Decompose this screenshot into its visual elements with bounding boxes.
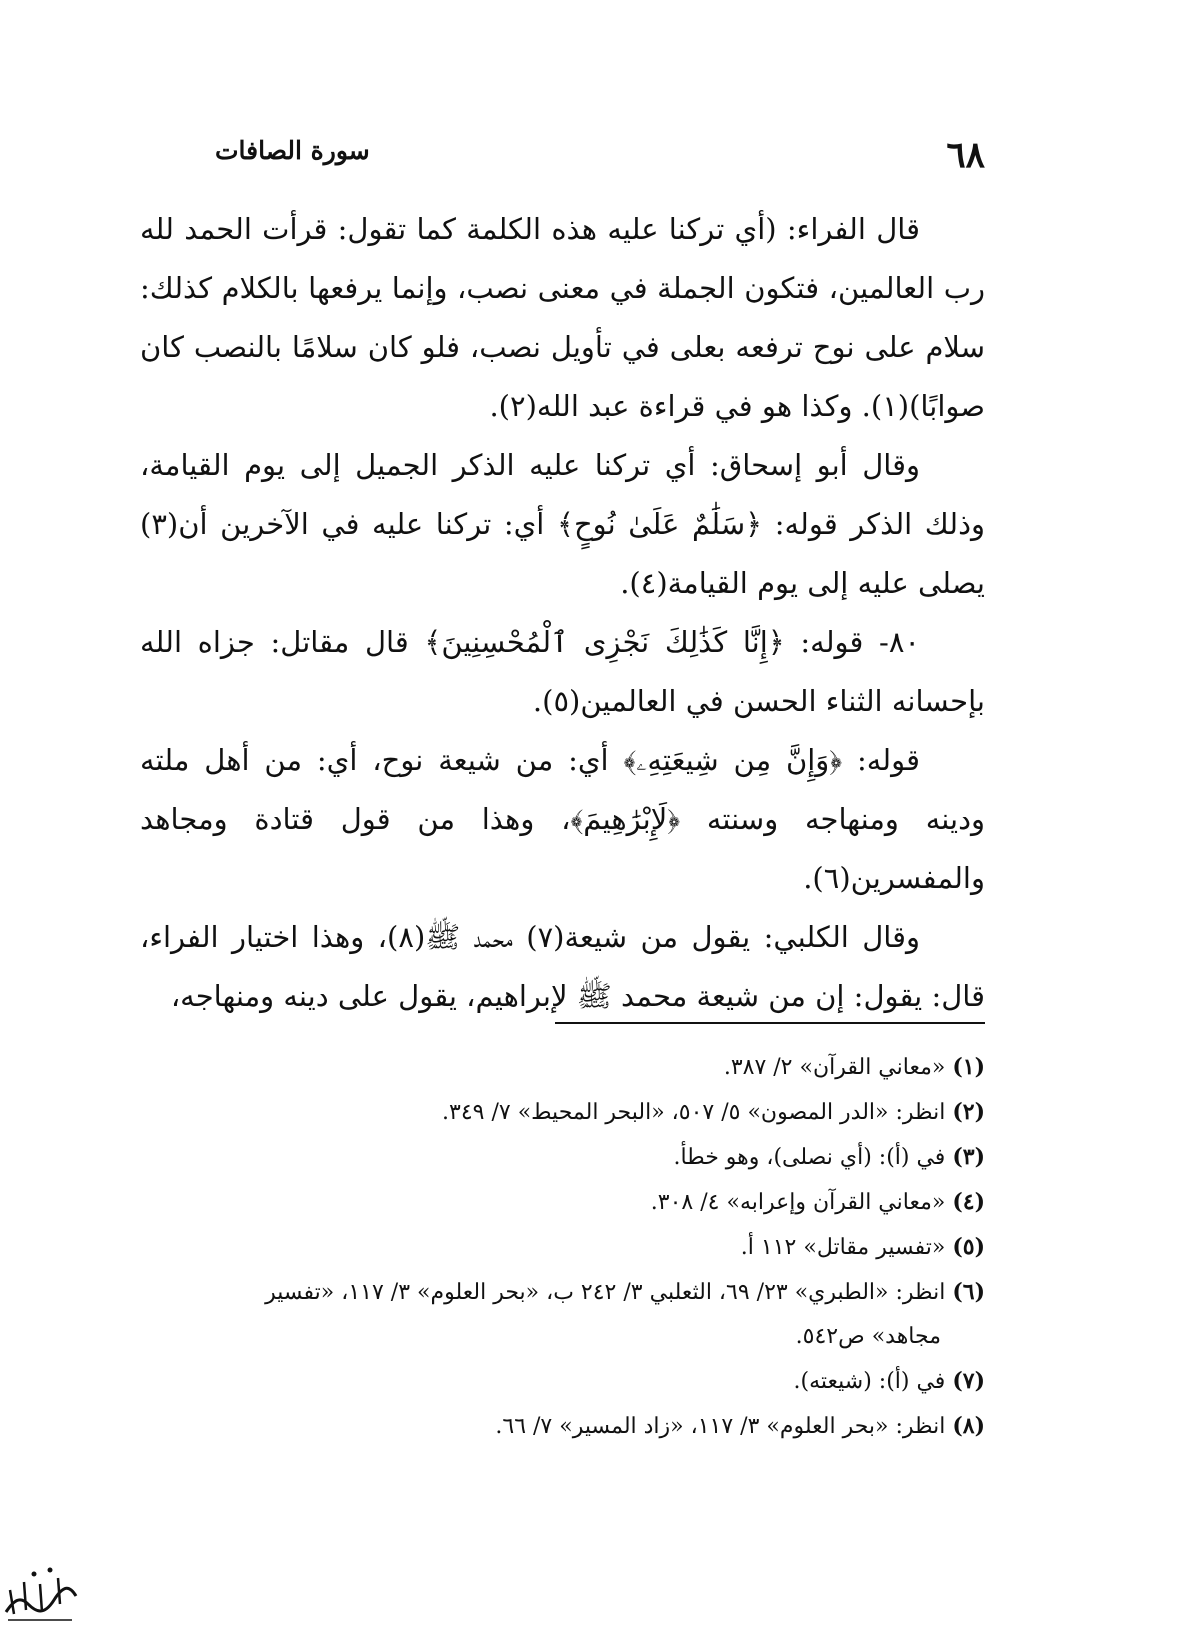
footnote-text: انظر: «بحر العلوم» ٣/ ١١٧، «زاد المسير» ٧/ ٦٦. <box>495 1414 946 1439</box>
footnote-number: (٤) <box>952 1189 985 1215</box>
footnote-number: (١) <box>952 1054 985 1080</box>
footnote-number: (٥) <box>952 1234 985 1260</box>
footnote-number: (٧) <box>952 1368 985 1394</box>
footnote-divider <box>555 1022 985 1024</box>
footnote-text: «معاني القرآن وإعرابه» ٤/ ٣٠٨. <box>650 1190 946 1215</box>
footnote-number: (٨) <box>952 1413 985 1439</box>
footnote-text: «معاني القرآن» ٢/ ٣٨٧. <box>723 1055 946 1080</box>
footnote-text: في (أ): (شيعته). <box>793 1369 946 1394</box>
paragraph: قال الفراء: (أي تركنا عليه هذه الكلمة كما تقول: قرأت الحمد لله رب العالمين، فتكون الجملة في معنى نصب، وإنما يرفعها بالكلام كذلك: سلام على نوح ترفعه بعلى في تأويل نصب، فلو كان سلامًا بالنصب كان صوابًا)(١). وكذا هو في قراءة عبد الله(٢). <box>140 212 985 423</box>
footnote <box>140 1090 985 1135</box>
footnote <box>140 1359 985 1404</box>
footnote-text: في (أ): (أي نصلى)، وهو خطأ. <box>673 1145 946 1170</box>
publisher-logo <box>0 1560 80 1630</box>
footnote-number: (٣) <box>952 1144 985 1170</box>
paragraph: قوله: ﴿وَإِنَّ مِن شِيعَتِهِۦ﴾ أي: من شيعة نوح، أي: من أهل ملته ودينه ومنهاجه وسنته ﴿لَإِبْرَٰهِيمَ﴾، وهذا من قول قتادة ومجاهد والمفسرين(٦). <box>140 743 985 895</box>
footnote <box>140 1045 985 1090</box>
paragraph: وقال أبو إسحاق: أي تركنا عليه الذكر الجميل إلى يوم القيامة، وذلك الذكر قوله: ﴿سَلَٰمٌ عَلَىٰ نُوحٍ﴾ أي: تركنا عليه في الآخرين أن(٣) يصلى عليه إلى يوم القيامة(٤). <box>140 448 985 600</box>
footnote-number: (٦) <box>952 1279 985 1305</box>
footnote-number: (٢) <box>952 1099 985 1125</box>
footnotes <box>140 1045 985 1449</box>
surah-title: سورة الصافات <box>215 136 370 165</box>
paragraph: وقال الكلبي: يقول من شيعة(٧) محمد ﷺ(٨)، وهذا اختيار الفراء، قال: يقول: إن من شيعة محمد ﷺ لإبراهيم، يقول على دينه ومنهاجه، <box>140 920 985 1013</box>
footnote-text: انظر: «الدر المصون» ٥/ ٥٠٧، «البحر المحيط» ٧/ ٣٤٩. <box>442 1100 946 1125</box>
footnote <box>140 1270 985 1315</box>
page-number: ٦٨ <box>946 134 985 176</box>
footnote-text: انظر: «الطبري» ٢٣/ ٦٩، الثعلبي ٣/ ٢٤٢ ب، «بحر العلوم» ٣/ ١١٧، «تفسير <box>265 1280 946 1305</box>
page-header <box>215 128 985 178</box>
footnote-continuation: مجاهد» ص٥٤٢. <box>795 1324 941 1349</box>
footnote-text: «تفسير مقاتل» ١١٢ أ. <box>740 1235 946 1260</box>
footnote <box>140 1135 985 1180</box>
main-text <box>140 200 985 1026</box>
footnote <box>140 1404 985 1449</box>
footnote <box>140 1180 985 1225</box>
footnote <box>140 1225 985 1270</box>
paragraph: ٨٠- قوله: ﴿إِنَّا كَذَٰلِكَ نَجْزِى ٱلْمُحْسِنِينَ﴾ قال مقاتل: جزاه الله بإحسانه الثناء الحسن في العالمين(٥). <box>140 625 985 718</box>
